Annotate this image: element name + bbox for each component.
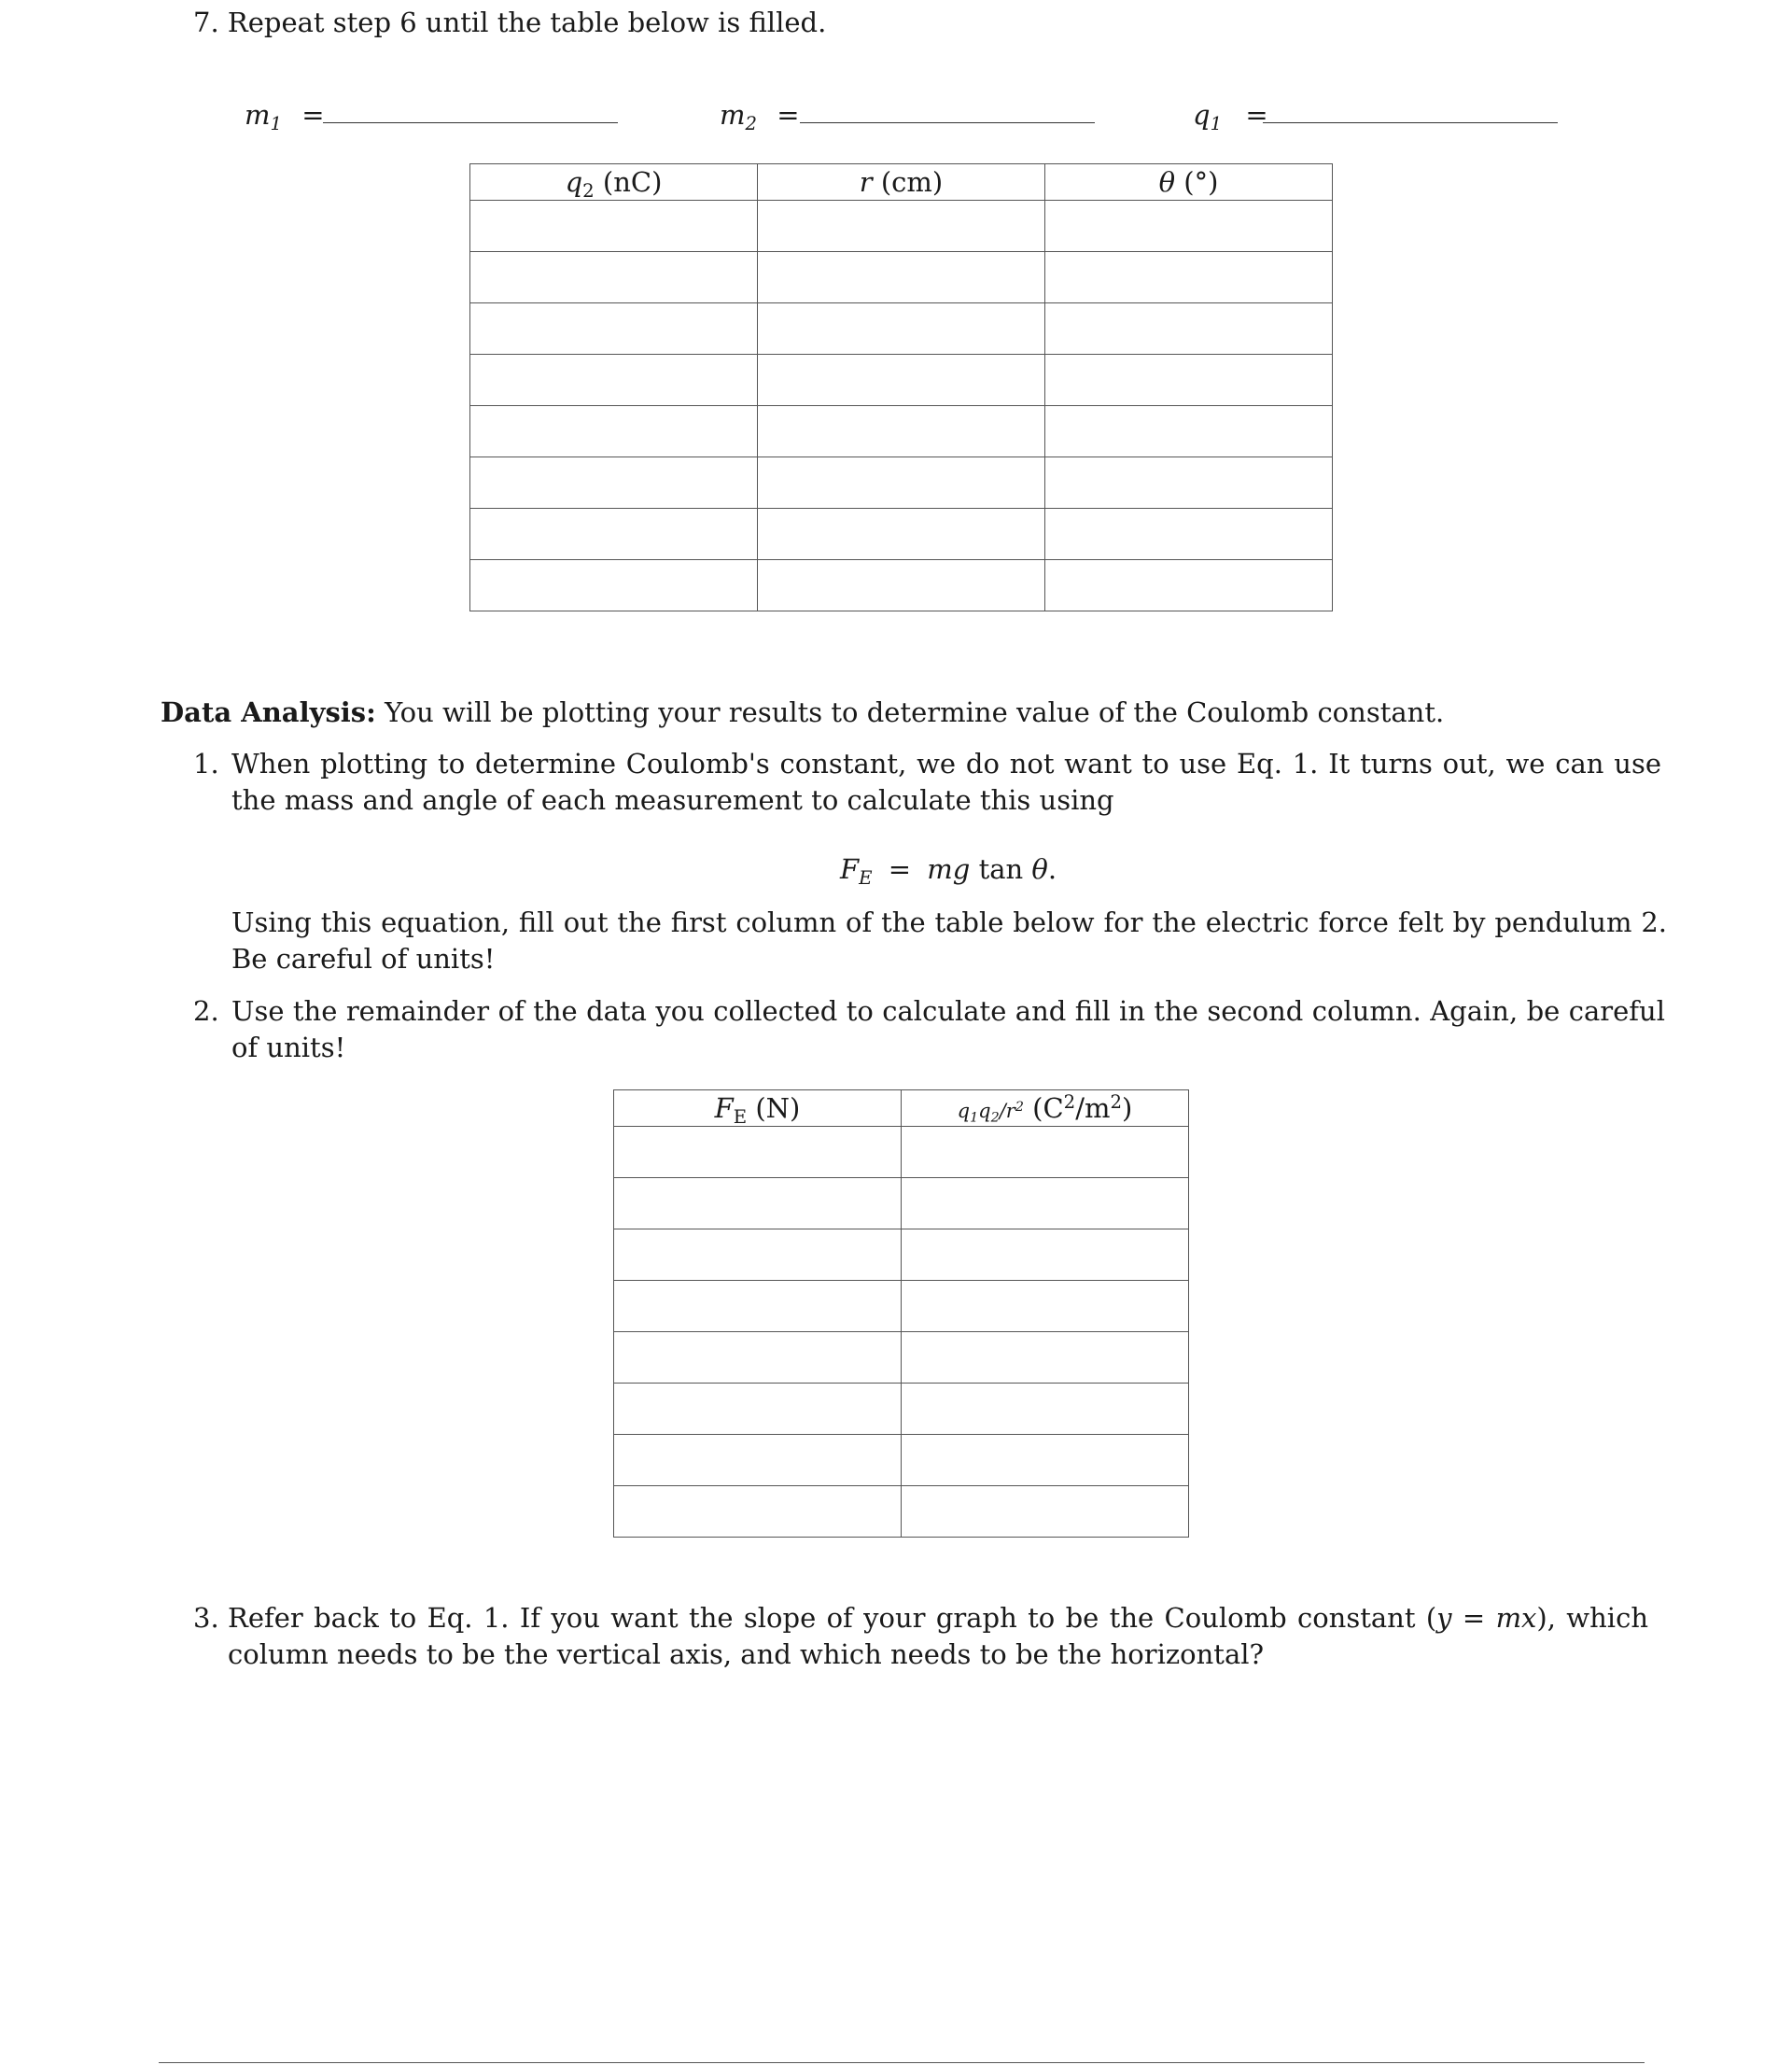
item-1-number: 1.	[193, 748, 219, 780]
measurement-table-cell[interactable]	[470, 457, 758, 509]
measurement-table-row	[470, 560, 1333, 611]
analysis-table-row	[614, 1332, 1189, 1384]
item-3-number: 3.	[193, 1602, 219, 1634]
item-3-text: Refer back to Eq. 1. If you want the slope of your graph to be the Coulomb constant (y = mx), which column needs to be the vertical axis, and which needs to be the horizontal?	[228, 1602, 1648, 1670]
data-analysis-intro	[161, 695, 1673, 731]
header-fe: $F_E$ (N)	[614, 1090, 902, 1127]
step-7-text: Repeat step 6 until the table below is filled.	[227, 7, 827, 38]
measurement-table-cell[interactable]	[470, 560, 758, 611]
measurement-table-cell[interactable]	[758, 406, 1045, 457]
analysis-table-row	[614, 1178, 1189, 1229]
header-q2: $q_2$ (nC)	[470, 164, 758, 201]
measurement-table-cell[interactable]	[470, 252, 758, 303]
m1-label: $m_1$ =	[245, 99, 325, 134]
analysis-table-cell[interactable]	[614, 1127, 902, 1178]
analysis-table-header	[614, 1090, 1189, 1127]
data-analysis-heading: Data Analysis:	[161, 696, 376, 728]
analysis-table-row	[614, 1486, 1189, 1538]
measurement-table-row	[470, 252, 1333, 303]
analysis-table-cell[interactable]	[902, 1435, 1189, 1486]
measurement-table-cell[interactable]	[758, 509, 1045, 560]
analysis-table-cell[interactable]	[614, 1332, 902, 1384]
item-1-text: When plotting to determine Coulomb's constant, we do not want to use Eq. 1. It turns out, we can use the mass and angle of each measurement to calculate this using	[231, 748, 1661, 816]
analysis-table-cell[interactable]	[902, 1127, 1189, 1178]
force-equation: $F_E$ = mg tan θ.	[840, 853, 1057, 889]
analysis-table-row	[614, 1435, 1189, 1486]
q1-blank[interactable]	[1263, 122, 1558, 123]
measurement-table-cell[interactable]	[758, 252, 1045, 303]
m2-blank[interactable]	[800, 122, 1095, 123]
analysis-table-cell[interactable]	[614, 1229, 902, 1281]
analysis-table-row	[614, 1384, 1189, 1435]
analysis-table-cell[interactable]	[902, 1229, 1189, 1281]
measurement-table-cell[interactable]	[1045, 457, 1333, 509]
header-q1q2-r2: $q_1q_2/r^2$ $(C^2/m^2)$	[902, 1090, 1189, 1127]
item-1-after: Using this equation, fill out the first column of the table below for the electric force felt by pendulum 2. Be careful of units!	[231, 906, 1667, 975]
analysis-table-cell[interactable]	[614, 1178, 902, 1229]
analysis-table-row	[614, 1127, 1189, 1178]
measurement-table-cell[interactable]	[1045, 355, 1333, 406]
measurement-table-cell[interactable]	[758, 457, 1045, 509]
measurement-table-header	[470, 164, 1333, 201]
measurement-table-row	[470, 406, 1333, 457]
header-theta: θ (°)	[1045, 164, 1333, 201]
measurement-table	[469, 163, 1333, 611]
measurement-table-cell[interactable]	[758, 303, 1045, 355]
measurement-table-row	[470, 355, 1333, 406]
measurement-table-row	[470, 509, 1333, 560]
analysis-table-cell[interactable]	[614, 1486, 902, 1538]
analysis-table-cell[interactable]	[614, 1435, 902, 1486]
analysis-table-row	[614, 1281, 1189, 1332]
step-7	[193, 6, 826, 39]
measurement-table-cell[interactable]	[470, 303, 758, 355]
analysis-table-cell[interactable]	[614, 1384, 902, 1435]
analysis-table-cell[interactable]	[614, 1281, 902, 1332]
analysis-table-cell[interactable]	[902, 1178, 1189, 1229]
measurement-table-cell[interactable]	[470, 201, 758, 252]
analysis-table-cell[interactable]	[902, 1384, 1189, 1435]
measurement-table-row	[470, 303, 1333, 355]
measurement-table-cell[interactable]	[758, 355, 1045, 406]
data-analysis-intro-text: You will be plotting your results to determine value of the Coulomb constant.	[385, 696, 1445, 728]
m1-blank[interactable]	[323, 122, 618, 123]
step-7-number: 7.	[193, 7, 219, 38]
analysis-table-row	[614, 1229, 1189, 1281]
measurement-table-cell[interactable]	[470, 406, 758, 457]
measurement-table-cell[interactable]	[758, 560, 1045, 611]
item-2-number: 2.	[193, 995, 219, 1027]
measurement-table-cell[interactable]	[470, 509, 758, 560]
m2-label: $m_2$ =	[720, 99, 800, 134]
measurement-table-cell[interactable]	[1045, 201, 1333, 252]
footer-rule	[159, 2062, 1645, 2063]
analysis-table-cell[interactable]	[902, 1332, 1189, 1384]
analysis-table-cell[interactable]	[902, 1486, 1189, 1538]
analysis-table	[613, 1089, 1189, 1538]
measurement-table-cell[interactable]	[1045, 303, 1333, 355]
measurement-table-cell[interactable]	[758, 201, 1045, 252]
measurement-table-cell[interactable]	[470, 355, 758, 406]
q1-label: $q_1$ =	[1193, 99, 1268, 134]
measurement-table-cell[interactable]	[1045, 560, 1333, 611]
measurement-table-cell[interactable]	[1045, 406, 1333, 457]
measurement-table-cell[interactable]	[1045, 509, 1333, 560]
item-2-text: Use the remainder of the data you collected to calculate and fill in the second column. Again, be careful of units!	[231, 995, 1665, 1063]
header-r: r (cm)	[758, 164, 1045, 201]
analysis-table-cell[interactable]	[902, 1281, 1189, 1332]
measurement-table-row	[470, 457, 1333, 509]
measurement-table-cell[interactable]	[1045, 252, 1333, 303]
measurement-table-row	[470, 201, 1333, 252]
